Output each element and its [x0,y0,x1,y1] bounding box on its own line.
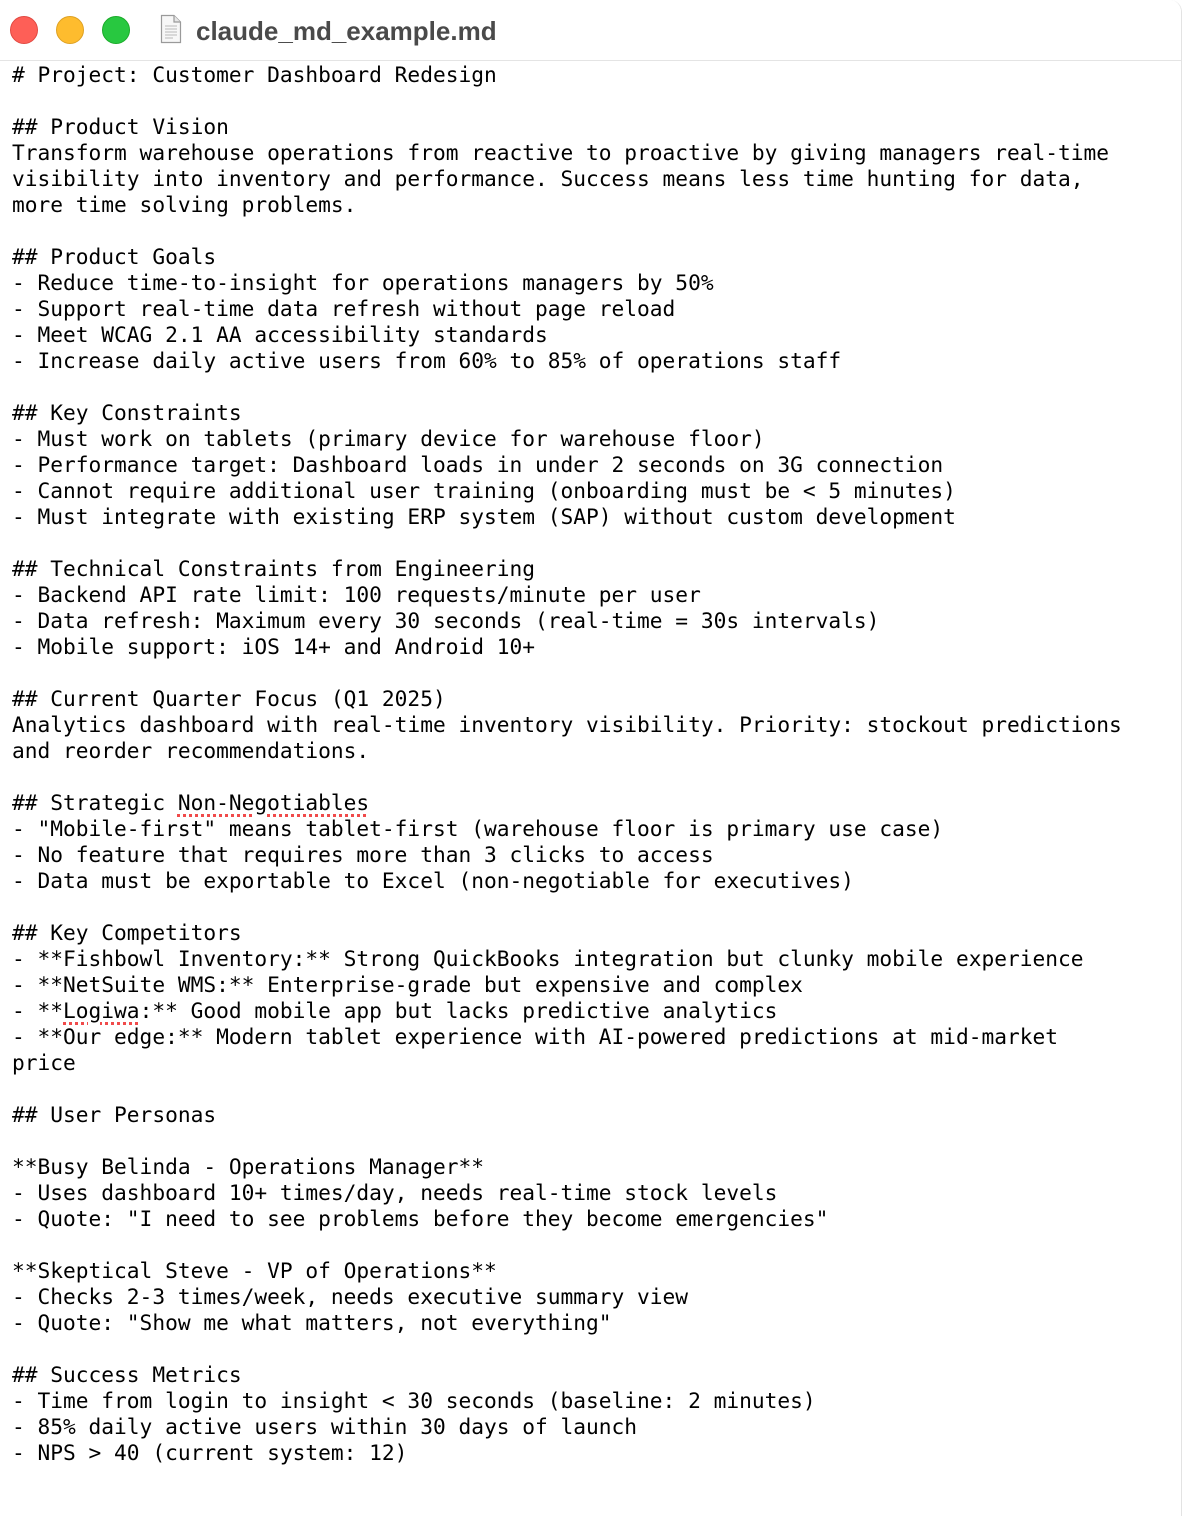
text-line: - Uses dashboard 10+ times/day, needs real-time stock levels [12,1180,778,1205]
text-line [12,894,1176,920]
text-line: visibility into inventory and performance. Success means less time hunting for data, [12,166,1084,191]
text-line: - Increase daily active users from 60% to 85% of operations staff [12,348,842,373]
text-line: - Must work on tablets (primary device for warehouse floor) [12,426,765,451]
text-line: ## Technical Constraints from Engineering [12,556,535,581]
document-icon [160,14,182,44]
text-line: - **Fishbowl Inventory:** Strong QuickBooks integration but clunky mobile experience [12,946,1084,971]
misspelled-word[interactable]: Logiwa [63,998,140,1023]
text-line [12,88,1176,114]
text-line: **Busy Belinda - Operations Manager** [12,1154,484,1179]
text-line: # Project: Customer Dashboard Redesign [12,62,497,87]
text-editor[interactable] [12,62,1176,1466]
title-bar[interactable] [0,0,1182,61]
minimize-button[interactable] [56,16,84,44]
text-line: more time solving problems. [12,192,357,217]
text-line: and reorder recommendations. [12,738,370,763]
text-line [12,374,1176,400]
text-line: - Meet WCAG 2.1 AA accessibility standards [12,322,548,347]
line-text-before: ## Strategic [12,790,178,815]
text-line: - Reduce time-to-insight for operations managers by 50% [12,270,714,295]
text-line-misspelled [12,790,1176,816]
text-line: - Checks 2-3 times/week, needs executive summary view [12,1284,689,1309]
close-button[interactable] [10,16,38,44]
misspelled-word[interactable]: Non-Negotiables [177,790,370,815]
text-line: ## Success Metrics [12,1362,242,1387]
text-line: Transform warehouse operations from reactive to proactive by giving managers real-time [12,140,1110,165]
text-line: price [12,1050,76,1075]
text-line [12,764,1176,790]
text-line: - Support real-time data refresh without page reload [12,296,676,321]
text-line [12,530,1176,556]
text-line: ## Product Vision [12,114,229,139]
text-line [12,1336,1176,1362]
text-line: - Time from login to insight < 30 seconds (baseline: 2 minutes) [12,1388,816,1413]
window-title: claude_md_example.md [196,16,497,46]
line-text-before: - ** [12,998,64,1023]
text-line: - "Mobile-first" means tablet-first (warehouse floor is primary use case) [12,816,944,841]
text-line: ## User Personas [12,1102,217,1127]
text-line: - NPS > 40 (current system: 12) [12,1440,408,1465]
text-line: ## Key Constraints [12,400,242,425]
text-line: - Quote: "I need to see problems before they become emergencies" [12,1206,829,1231]
text-line: - Data refresh: Maximum every 30 seconds (real-time = 30s intervals) [12,608,880,633]
line-text-after: :** Good mobile app but lacks predictive analytics [139,998,778,1023]
text-line: Analytics dashboard with real-time inventory visibility. Priority: stockout predictions [12,712,1122,737]
text-line: - Backend API rate limit: 100 requests/minute per user [12,582,701,607]
text-line: - No feature that requires more than 3 clicks to access [12,842,714,867]
text-line: - Quote: "Show me what matters, not everything" [12,1310,612,1335]
zoom-button[interactable] [102,16,130,44]
text-line [12,660,1176,686]
text-line-misspelled [12,998,1176,1024]
text-line: - 85% daily active users within 30 days of launch [12,1414,638,1439]
text-line: ## Key Competitors [12,920,242,945]
text-line: - **NetSuite WMS:** Enterprise-grade but expensive and complex [12,972,803,997]
text-line [12,1076,1176,1102]
text-line: - Data must be exportable to Excel (non-negotiable for executives) [12,868,854,893]
text-line: - **Our edge:** Modern tablet experience with AI-powered predictions at mid-market [12,1024,1058,1049]
text-line [12,1128,1176,1154]
text-line [12,218,1176,244]
text-line: ## Current Quarter Focus (Q1 2025) [12,686,446,711]
text-line: **Skeptical Steve - VP of Operations** [12,1258,497,1283]
text-line: ## Product Goals [12,244,217,269]
text-line: - Cannot require additional user training (onboarding must be < 5 minutes) [12,478,956,503]
text-line: - Mobile support: iOS 14+ and Android 10+ [12,634,535,659]
text-line: - Performance target: Dashboard loads in under 2 seconds on 3G connection [12,452,944,477]
text-line [12,1232,1176,1258]
text-line: - Must integrate with existing ERP system (SAP) without custom development [12,504,956,529]
